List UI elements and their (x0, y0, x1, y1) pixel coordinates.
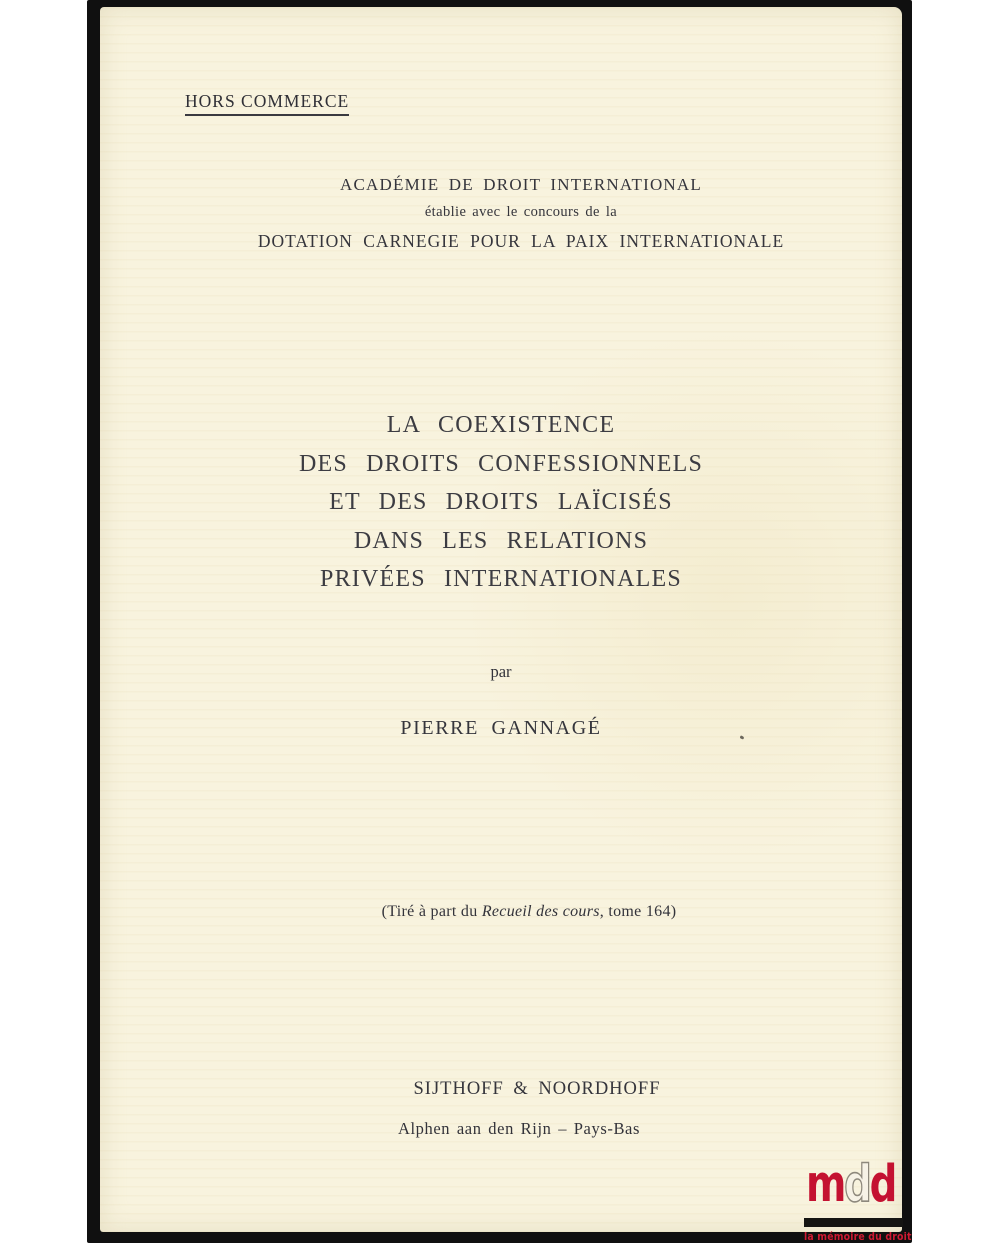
offprint-note-prefix: (Tiré à part du (381, 903, 482, 920)
book-title (100, 406, 902, 599)
byline-par: par (490, 662, 512, 681)
mdd-caption: la mémoire du droit (804, 1230, 912, 1243)
hors-commerce-stamp: HORS COMMERCE (185, 91, 349, 116)
offprint-note-series-title: Recueil des cours (481, 903, 600, 920)
academy-name: ACADÉMIE DE DROIT INTERNATIONAL (340, 175, 702, 194)
title-line-5: PRIVÉES INTERNATIONALES (320, 566, 682, 592)
title-line-4: DANS LES RELATIONS (353, 527, 649, 554)
title-line-3: ET DES DROITS LAÏCISÉS (329, 489, 673, 515)
carnegie-endowment-line: DOTATION CARNEGIE POUR LA PAIX INTERNATIONALE (257, 231, 785, 251)
mdd-logo-letters (806, 1156, 895, 1214)
offprint-note (128, 903, 930, 921)
title-line-2: DES DROITS CONFESSIONNELS (298, 450, 704, 477)
book-cover-page (100, 7, 902, 1232)
author-name: PIERRE GANNAGÉ (400, 717, 602, 739)
mdd-logo-bar (804, 1218, 903, 1227)
mdd-letter-d: d (869, 1155, 896, 1214)
mdd-letter-d-outline: d (844, 1155, 870, 1214)
offprint-note-suffix: , tome 164) (599, 903, 677, 920)
title-line-1: LA COEXISTENCE (386, 412, 616, 438)
mdd-letter-m: m (806, 1155, 845, 1214)
academy-subline: établie avec le concours de la (424, 204, 618, 220)
publisher-name: SIJTHOFF & NOORDHOFF (413, 1079, 661, 1099)
mdd-watermark (804, 1155, 916, 1243)
publisher-place: Alphen aan den Rijn – Pays-Bas (397, 1119, 640, 1138)
